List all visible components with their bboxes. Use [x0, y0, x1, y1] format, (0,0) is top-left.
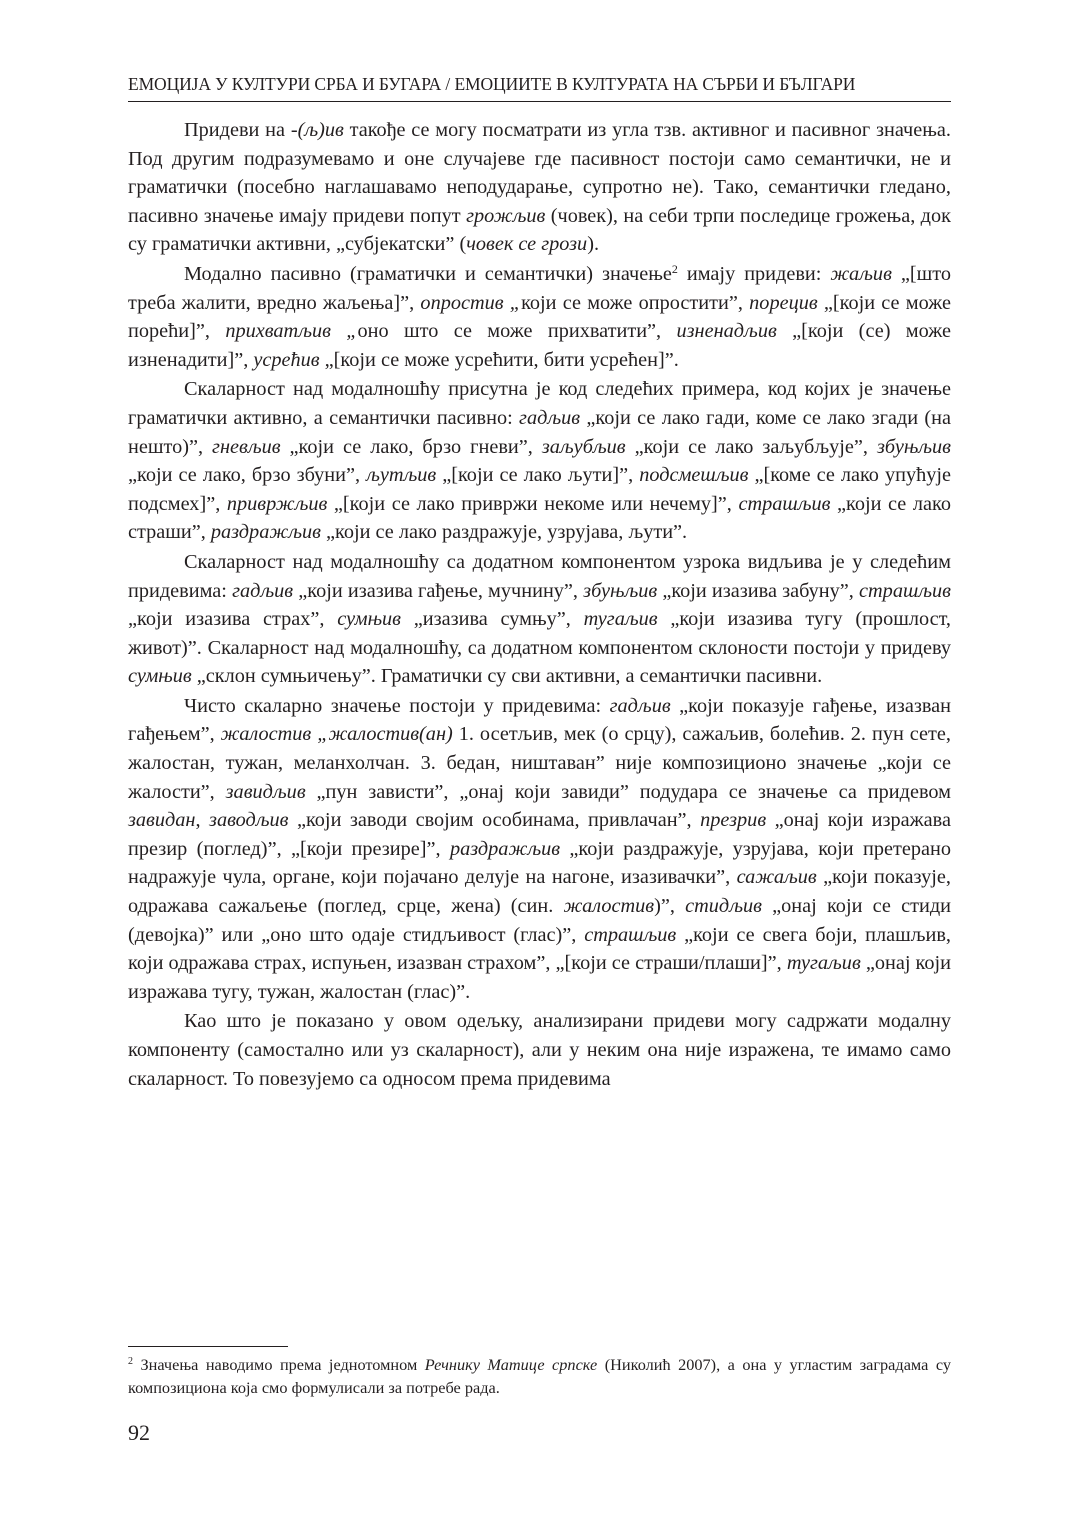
paragraph: [128, 260, 951, 374]
italic-term: гневљив: [212, 435, 281, 458]
footnote-marker: 2: [671, 261, 678, 276]
italic-term: збуњљив: [583, 579, 658, 602]
text-run: „[који (се) може изненадити]”,: [128, 320, 952, 371]
italic-term: страшљив: [859, 579, 951, 602]
italic-term: завидан: [128, 809, 196, 832]
footnote-marker: 2: [128, 1356, 133, 1367]
italic-term: подсмешљив: [639, 464, 749, 487]
text-run: „који раздражује, узрујава, који претерано надражује чула, органе, који појачано делује на нагоне, изазивачки”,: [128, 837, 951, 889]
text-run: „онај који изражава тугу, тужан, жалостан (глас)”.: [128, 952, 951, 1003]
text-run: Чисто скаларно значење постоји у придевима:: [184, 694, 610, 717]
paragraph: [128, 116, 951, 259]
text-run: „који се лако гади, коме се лако згади (на нешто)”,: [128, 406, 951, 458]
text-run: ,: [195, 809, 210, 832]
text-run: „склон сумњичењу”. Граматички су сви активни, а семантички пасивни.: [191, 665, 823, 688]
text-run: „који се лако, брзо гневи”,: [280, 435, 542, 458]
text-run: )”,: [654, 895, 686, 918]
text-run: „који се лако раздражује, узрујава, љути”.: [320, 521, 688, 544]
italic-term: раздражљив: [210, 521, 321, 544]
text-run: „који изазива гађење, мучнину”,: [293, 579, 584, 602]
text-run: Као што је показано у овом одељку, анализирани придеви могу садржати модалну компоненту (самостално или уз скаларност), али у неким она није изражена, те имамо само скаларност. То повезујемо са односом према придевима: [128, 1010, 951, 1090]
text-run: „[који се лако привржи некоме или нечему]”,: [327, 492, 739, 515]
text-run: који се може опростити”,: [521, 291, 750, 314]
italic-term: гадљив: [232, 579, 294, 602]
italic-term: гадљив: [609, 694, 671, 717]
text-run: „који се свега боји, плашљив, који одражава страх, испуњен, изазван страхом”, „[који се страши/плаши]”,: [128, 923, 951, 975]
text-run: (човек), на себи трпи последице грожења, док су граматички активни, „субјекатски” (: [128, 204, 951, 256]
text-run: „[који се може усрећити, бити усрећен]”.: [319, 348, 679, 371]
italic-term: страшљив: [738, 492, 831, 515]
italic-term: сумњив: [337, 608, 401, 631]
italic-term: страшљив: [584, 923, 677, 946]
text-run: „пун зависти”, „онај који завиди” подудара се значење са придевом: [305, 780, 951, 803]
italic-term: човек се грози: [466, 233, 588, 256]
text-run: „[који се лако љути]”,: [436, 464, 640, 487]
text-run: Скаларност над модалношћу присутна је код следећих примера, код којих је значење граматички активно, а семантички пасивно:: [128, 378, 951, 429]
footnote: [128, 1353, 951, 1399]
paragraph: [128, 692, 951, 1007]
italic-term: Речнику Матице српске: [424, 1355, 598, 1374]
italic-term: љутљив: [366, 464, 437, 487]
body-text: [128, 116, 951, 1093]
text-run: (Николић 2007), а она у угластим заградама су композициона која смо формулисали за потребе рада.: [128, 1355, 951, 1397]
text-run: „[што треба жалити, вредно жаљења]”,: [128, 262, 951, 314]
text-run: „који показује гађење, изазван гађењем”,: [128, 694, 951, 746]
footnote-divider: [128, 1346, 288, 1347]
italic-term: заводљив: [209, 809, 289, 832]
italic-term: опростив „: [420, 291, 522, 314]
text-run: ).: [587, 233, 600, 256]
italic-term: сажаљив: [736, 866, 817, 889]
paragraph: [128, 375, 951, 547]
italic-term: жаљив: [830, 262, 892, 285]
text-run: Значења наводимо према једнотомном: [133, 1355, 425, 1374]
paragraph: [128, 548, 951, 691]
page: [128, 74, 951, 1093]
text-run: „који изазива тугу (прошлост, живот)”. Скаларност над модалношћу, са додатном компонентом склоности постоји у придеву: [128, 608, 952, 659]
running-header: ЕМОЦИЈА У КУЛТУРИ СРБА И БУГАРА / ЕМОЦИИТЕ В КУЛТУРАТА НА СЪРБИ И БЪЛГАРИ: [128, 74, 951, 102]
italic-term: сумњив: [128, 665, 192, 688]
page-number: 92: [128, 1420, 150, 1445]
italic-term: тугаљив: [583, 608, 658, 631]
italic-term: гадљив: [519, 406, 581, 429]
text-run: „који се лако страши”,: [128, 492, 951, 544]
italic-term: жалостив: [563, 895, 655, 918]
text-run: „онај који изражава презир (поглед)”, „[који презире]”,: [128, 809, 951, 860]
text-run: „који заводи својим особинама, привлачан”,: [288, 809, 701, 832]
text-run: „који се лако, брзо збуни”,: [128, 464, 367, 487]
text-run: такође се могу посматрати из угла тзв. активног и пасивног значења. Под другим подразумевамо и оне случајеве где пасивност постоји само семантички, не и граматички (посебно наглашавамо неподударање, супротно не). Тако, семантички гледано, пасивно значење имају придеви попут: [128, 119, 951, 227]
text-run: „који изазива страх”,: [128, 608, 338, 631]
italic-term: заљубљив: [541, 435, 626, 458]
paragraph: [128, 1007, 951, 1093]
text-run: имају придеви:: [677, 262, 831, 285]
italic-term: порецив: [749, 291, 818, 314]
text-run: „који се лако заљубљује”,: [625, 435, 877, 458]
italic-term: усрећив: [253, 348, 320, 371]
text-run: Скаларност над модалношћу са додатном компонентом узрока видљива је у следећим придевима:: [128, 550, 951, 602]
text-run: „онај који се стиди (девојка)” или „оно што одаје стидљивост (глас)”,: [128, 895, 951, 946]
text-run: „[коме се лако упућује подсмех]”,: [128, 464, 952, 515]
italic-term: грожљив: [466, 204, 546, 227]
text-run: Модално пасивно (граматички и семантички) значење: [184, 262, 672, 285]
italic-term: завидљив: [225, 780, 306, 803]
text-run: „изазива сумњу”,: [400, 608, 584, 631]
italic-term: привржљив: [226, 492, 328, 515]
text-run: Придеви на -: [184, 119, 298, 141]
text-run: оно што се може прихватити”,: [357, 320, 677, 343]
text-run: „који изазива забуну”,: [657, 579, 860, 602]
italic-term: раздражљив: [449, 837, 561, 860]
text-run: „[који се може порећи]”,: [128, 291, 951, 343]
text-run: 1. осетљив, мек (о срцу), сажаљив, болећив. 2. пун сете, жалостан, тужан, меланхолчан. 3. бедан, ништаван” није композиционо значење „који се жалости”,: [128, 723, 951, 803]
italic-term: прихватљив „: [225, 320, 358, 343]
italic-term: (љ)ив: [297, 119, 344, 141]
italic-term: стидљив: [685, 895, 762, 918]
italic-term: тугаљив: [786, 952, 861, 975]
text-run: „који показује, одражава сажаљење (поглед, срце, жена) (син.: [128, 866, 951, 918]
italic-term: презрив: [700, 809, 767, 832]
italic-term: жалостив „жалостив(ан): [220, 723, 453, 746]
italic-term: изненадљив: [676, 320, 777, 343]
italic-term: збуњљив: [876, 435, 951, 458]
